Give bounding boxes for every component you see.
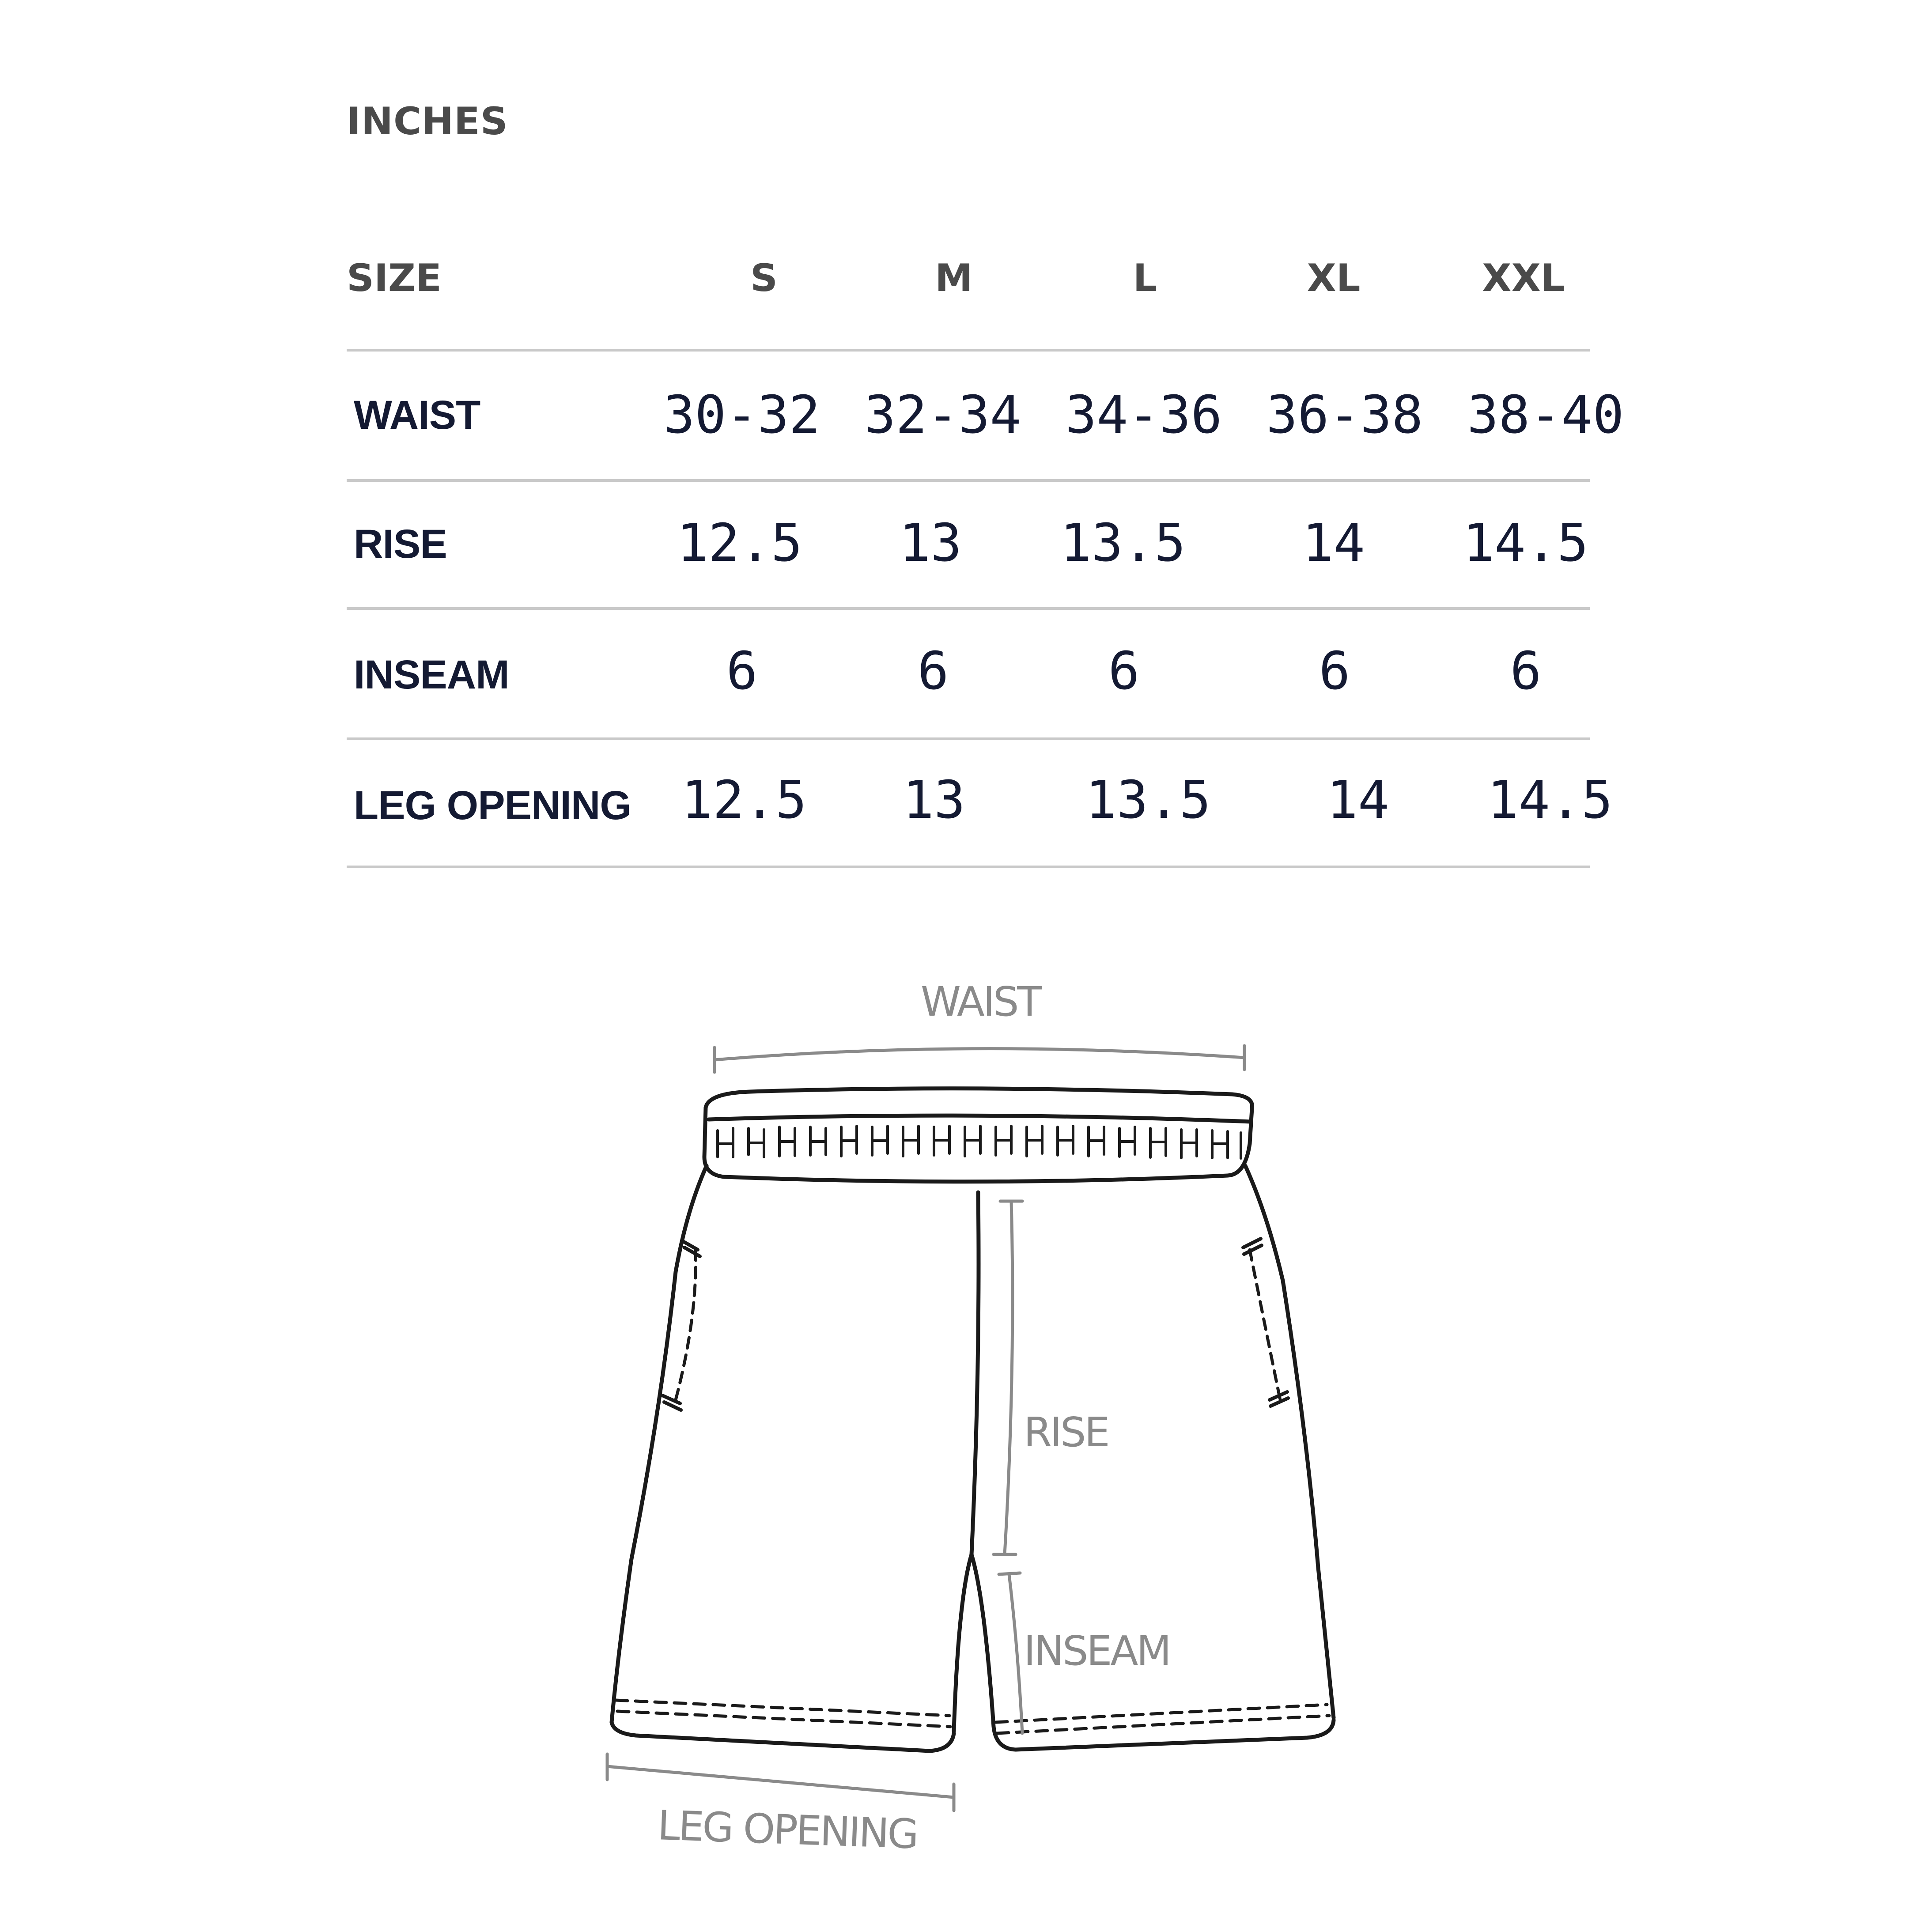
size-header-label: SIZE bbox=[347, 256, 442, 300]
table-cell: 13 bbox=[902, 769, 966, 830]
waist-measure-line bbox=[715, 1046, 1244, 1072]
row-label-waist: WAIST bbox=[354, 393, 480, 438]
table-cell: 13 bbox=[899, 512, 962, 573]
table-cell: 6 bbox=[917, 640, 949, 701]
rise-diagram-label: RISE bbox=[1024, 1409, 1108, 1456]
size-header-l: L bbox=[1133, 256, 1157, 300]
table-divider bbox=[347, 866, 1590, 868]
leg-opening-diagram-label: LEG OPENING bbox=[657, 1802, 918, 1858]
size-header-xl: XL bbox=[1307, 256, 1361, 300]
table-cell: 6 bbox=[1108, 640, 1140, 701]
table-divider bbox=[347, 737, 1590, 740]
table-row-leg-opening bbox=[347, 769, 1613, 840]
table-header-row bbox=[347, 256, 1590, 314]
inseam-measure-line bbox=[999, 1573, 1022, 1733]
table-cell: 13.5 bbox=[1085, 769, 1211, 830]
table-cell: 13.5 bbox=[1060, 512, 1186, 573]
size-header-xxl: XXL bbox=[1482, 256, 1565, 300]
shorts-outline bbox=[612, 1089, 1334, 1751]
table-cell: 14.5 bbox=[1463, 512, 1589, 573]
table-cell: 6 bbox=[1319, 640, 1350, 701]
size-header-s: S bbox=[750, 256, 778, 300]
table-row-inseam bbox=[347, 640, 1590, 711]
table-cell: 12.5 bbox=[677, 512, 803, 573]
waist-diagram-label: WAIST bbox=[921, 978, 1040, 1025]
size-header-m: M bbox=[935, 256, 973, 300]
table-cell: 36-38 bbox=[1266, 384, 1423, 445]
rise-measure-line bbox=[994, 1201, 1022, 1554]
table-cell: 6 bbox=[1510, 640, 1542, 701]
table-cell: 30-32 bbox=[663, 384, 820, 445]
inseam-diagram-label: INSEAM bbox=[1024, 1627, 1170, 1675]
table-cell: 6 bbox=[726, 640, 758, 701]
table-divider bbox=[347, 349, 1590, 352]
table-row-waist bbox=[347, 384, 1624, 455]
row-label-leg-opening: LEG OPENING bbox=[354, 783, 631, 828]
table-cell: 34-36 bbox=[1065, 384, 1222, 445]
table-row-rise bbox=[347, 512, 1590, 583]
table-divider bbox=[347, 607, 1590, 610]
table-cell: 14 bbox=[1326, 769, 1390, 830]
table-cell: 14 bbox=[1302, 512, 1365, 573]
waistband-ruching bbox=[718, 1126, 1241, 1158]
table-divider bbox=[347, 479, 1590, 482]
row-label-rise: RISE bbox=[354, 522, 447, 567]
size-chart-table bbox=[347, 0, 1624, 883]
table-cell: 12.5 bbox=[681, 769, 807, 830]
units-title: INCHES bbox=[347, 99, 508, 144]
shorts-measurement-diagram bbox=[574, 949, 1369, 1877]
row-label-inseam: INSEAM bbox=[354, 652, 509, 697]
table-cell: 38-40 bbox=[1467, 384, 1624, 445]
table-cell: 32-34 bbox=[864, 384, 1021, 445]
table-cell: 14.5 bbox=[1487, 769, 1613, 830]
